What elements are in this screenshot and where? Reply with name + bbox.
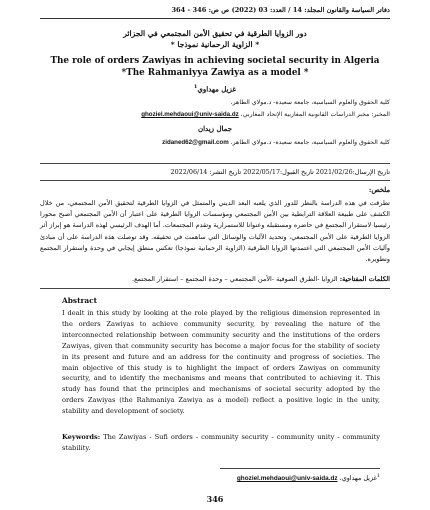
english-abstract-body: I dealt in this study by looking at the role played by the religious dimension represented in the orders Zawiyas to achieve community security, by revealing the nature of the interconnected relationship between community security and the institutions of the orders Zawiyas, given that community security has become a major focus for the stability of society in its present and future and an address for the continuity and progress of societies. The main objective of this study is to highlight the impact of orders Zawiyas on community security, and to identify the mechanisms and means that contributed to achieving it. This study has found that the principles and mechanisms of societal security adopted by the orders Zawiyas (the Rahmaniya Zawiya as a model) reflect a positive logic in the unity, stability and development of society. — [62, 309, 380, 416]
page-number: 346 — [206, 494, 224, 504]
english-title-line1: The role of orders Zawiyas in achieving societal security in Algeria — [50, 56, 380, 66]
submission-dates: تاريخ الإرسال:2021/02/26 تاريخ القبول:2022/05/17 تاريخ النشر: 2022/06/14 — [170, 168, 390, 176]
author2-affiliation: كلية الحقوق والعلوم السياسية، جامعة سعيدة- د.مولاي الطاهر. — [230, 139, 390, 146]
english-title-line2: *The Rahmaniyya Zawiya as a model * — [121, 68, 309, 78]
arabic-abstract-heading: ملخص: — [368, 186, 390, 194]
author2-affiliation-line — [40, 139, 390, 146]
footnote-email-link[interactable]: ghoziel.mehdaoui@univ-saida.dz — [236, 475, 338, 483]
english-keywords-text: The Zawiyas - Sufi orders - community security - community unity - community stability. — [62, 433, 380, 452]
footnote-marker: 1 — [376, 473, 380, 479]
author2-email[interactable]: zidaned62@gmail.com — [162, 139, 229, 146]
abstract-separator — [40, 288, 390, 289]
english-title — [40, 55, 390, 79]
english-keywords — [62, 432, 380, 454]
arabic-keywords — [40, 275, 390, 283]
arabic-keywords-text: الزوايا -الطرق الصوفية -الأمن المجتمعي – وحدة المجتمع – استقرار المجتمع. — [132, 275, 338, 283]
arabic-title — [40, 28, 390, 50]
arabic-title-line1: دور الزوايا الطرقية في تحقيق الأمن المجتمعي في الجزائر — [123, 29, 307, 38]
running-header — [40, 6, 390, 14]
footnote-rule — [220, 468, 380, 469]
arabic-keywords-label: الكلمات المفتاحية: — [339, 275, 390, 283]
english-abstract-heading: Abstract — [62, 296, 98, 305]
dates-rule-bottom — [40, 180, 390, 181]
header-rule — [40, 18, 390, 19]
author1-lab: المخبر: مخبر الدراسات القانونية المغاربية الإتحاد المغاربي — [242, 111, 390, 118]
arabic-abstract-body: تطرقت في هذه الدراسة بالنظر للدور الذي يلعبه البعد الديني والمتمثل في الزوايا الطرقية لتحقيق الأمن المجتمعي، من خلال الكشف على طبيعة العلاقة الترابطية بين الأمن المجتمعي ومؤسسات الزوايا الطرقية على اعتبار أن الأمن المجتمعي أصبح محورا رئيسيا لاستقرار المجتمع في حاضره ومستقبله وعنوانا للاستمرارية وتقدم المجتمعات. أما الهدف الرئيسي لهذه الدراسة هو إبراز أثر الزوايا الطرقية على الأمن المجتمعي، وتحديد الآليات والوسائل التي ساهمت في تحقيقه. وقد توصلت هذه الدراسة على أن مبادئ وآليات الأمن المجتمعي التي اعتمدتها الزوايا الطرقية (الزاوية الرحمانية نموذجا) تعكس منطق إيجابي في وحدة واستقرار المجتمع وتطويره. — [40, 199, 390, 264]
footnote-author: غزيل مهداوي — [341, 474, 377, 483]
footnote: $^1$غزيل مهداوي، ghoziel.mehdaoui@univ-saida.dz — [236, 473, 380, 483]
journal-info: دفاتر السياسة والقانون المجلد: 14 / العدد: 03 (2022) ص ص: 346 - 364 — [171, 6, 390, 14]
author1-name: غزيل مهداوي$^1$ — [193, 84, 237, 94]
author1-lab-line: المخبر: مخبر الدراسات القانونية المغاربية الإتحاد المغاربي، ghoziel.mehdaoui@univ-saida.dz — [141, 111, 390, 118]
author1-email-link[interactable]: ghoziel.mehdaoui@univ-saida.dz — [141, 111, 239, 118]
author1-marker: 1 — [193, 84, 198, 90]
dates-rule-top — [40, 163, 390, 164]
author2-name: جمال زيدان — [197, 124, 233, 133]
author1-affiliation: كلية الحقوق والعلوم السياسية، جامعة سعيدة- د.مولاي الطاهر. — [230, 99, 390, 106]
english-keywords-label: Keywords: — [62, 433, 101, 441]
arabic-title-line2: * الزاوية الرحمانية نموذجا * — [170, 40, 260, 49]
